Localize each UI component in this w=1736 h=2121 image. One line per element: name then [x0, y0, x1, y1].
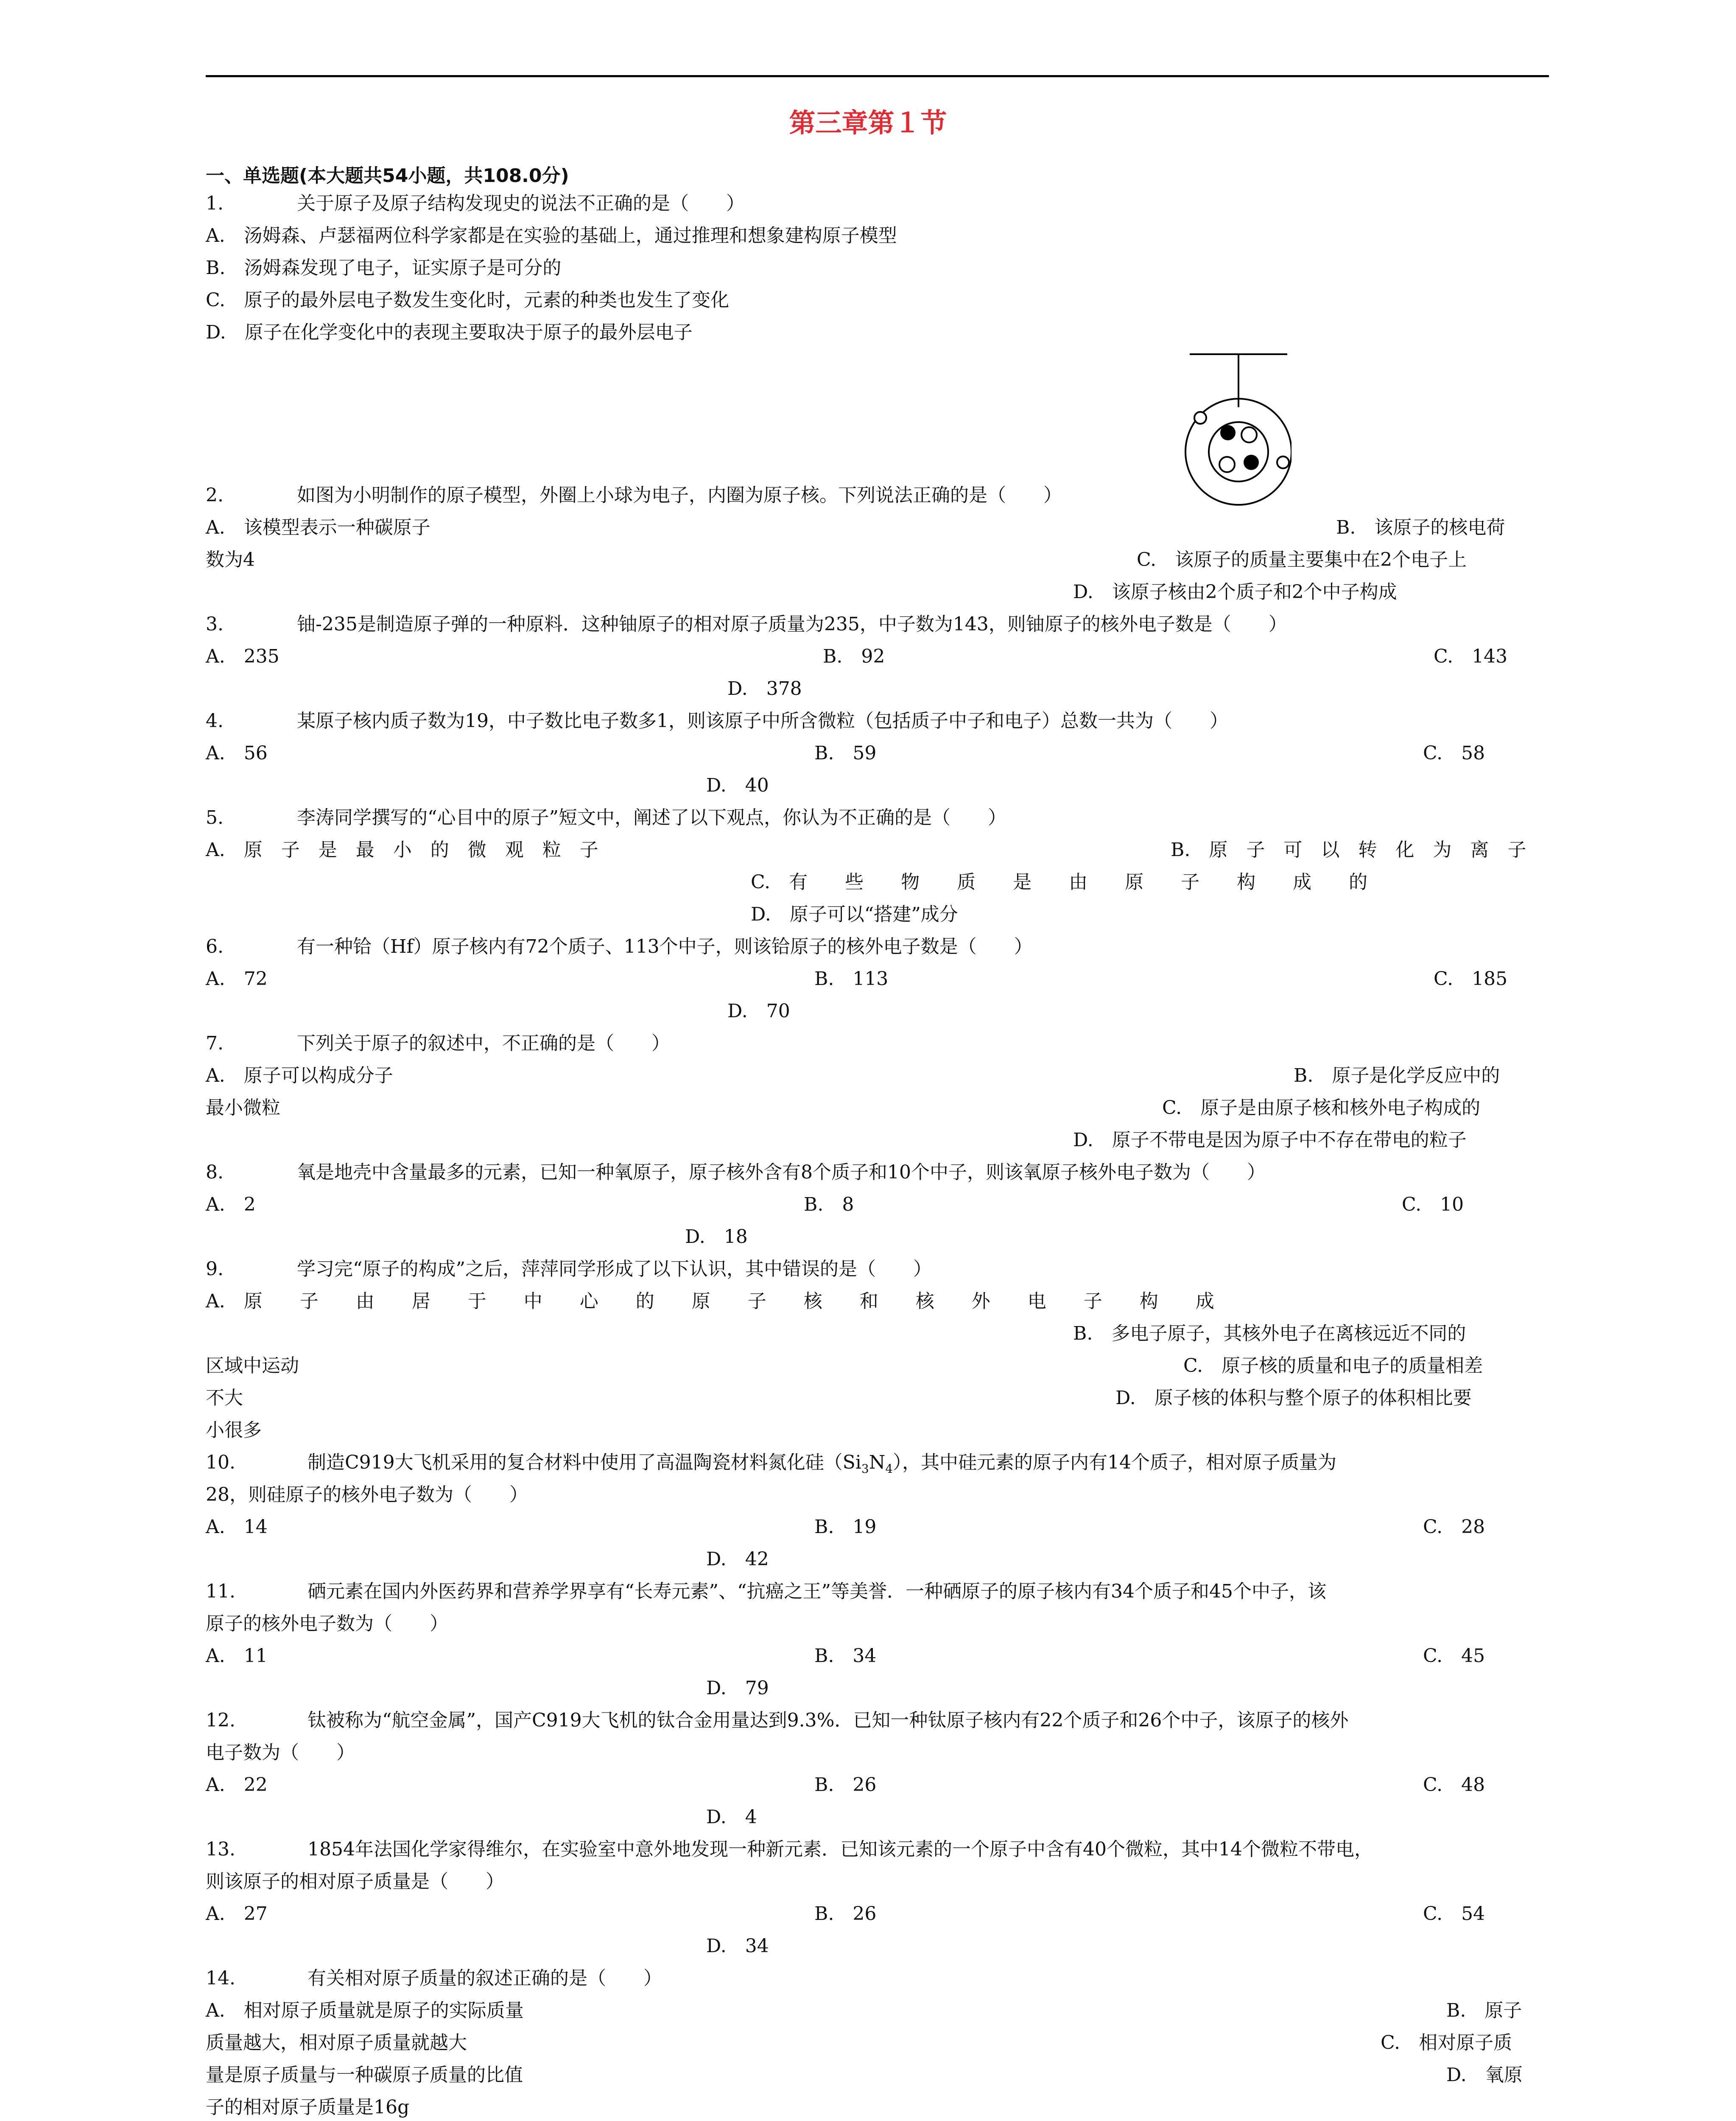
q10-stem-cont: 28，则硅原子的核外电子数为（ ）: [206, 1484, 528, 1505]
q6-option-b: B. 113: [814, 968, 889, 990]
q10-subscript-4: 4: [885, 1461, 893, 1476]
q4-option-c: C. 58: [1423, 742, 1485, 764]
q5-option-c: C. 有 些 物 质 是 由 原 子 构 成 的: [751, 871, 1368, 893]
q13-option-b: B. 26: [814, 1903, 877, 1925]
q6-option-a: A. 72: [206, 968, 268, 990]
q10-subscript-3: 3: [861, 1461, 869, 1476]
q14-option-b: B. 原子: [1446, 2000, 1522, 2021]
q10-option-c: C. 28: [1423, 1516, 1485, 1538]
q10-number: 10.: [206, 1452, 235, 1473]
atom-model-figure: [1181, 348, 1292, 513]
q5-option-a: A. 原 子 是 最 小 的 微 观 粒 子: [206, 839, 598, 861]
q10-option-a: A. 14: [206, 1516, 268, 1538]
q3-stem: 铀-235是制造原子弹的一种原料．这种铀原子的相对原子质量为235，中子数为143，则铀原子的核外电子数是（ ）: [297, 613, 1287, 635]
q7-option-a: A. 原子可以构成分子: [206, 1065, 393, 1086]
q9-option-b-cont: 区域中运动: [206, 1355, 299, 1377]
q3-option-c: C. 143: [1434, 646, 1508, 667]
q3-option-a: A. 235: [206, 646, 280, 667]
q1-option-a: A. 汤姆森、卢瑟福两位科学家都是在实验的基础上，通过推理和想象建构原子模型: [206, 225, 897, 246]
q1-stem: 关于原子及原子结构发现史的说法不正确的是（ ）: [297, 193, 745, 214]
q11-stem-cont: 原子的核外电子数为（ ）: [206, 1613, 448, 1634]
q12-option-d: D. 4: [706, 1806, 757, 1828]
q5-number: 5.: [206, 807, 224, 828]
q1-option-c: C. 原子的最外层电子数发生变化时，元素的种类也发生了变化: [206, 289, 730, 311]
q11-stem: 硒元素在国内外医药界和营养学界享有“长寿元素”、“抗癌之王”等美誉．一种硒原子的原子核内有34个质子和45个中子，该: [308, 1581, 1326, 1602]
q9-option-c: C. 原子核的质量和电子的质量相差: [1183, 1355, 1483, 1377]
q9-number: 9.: [206, 1258, 224, 1280]
q9-option-a: A. 原 子 由 居 于 中 心 的 原 子 核 和 核 外 电 子 构 成: [206, 1290, 1214, 1312]
q11-number: 11.: [206, 1581, 235, 1602]
header-rule: [206, 75, 1549, 77]
q9-stem: 学习完“原子的构成”之后，萍萍同学形成了以下认识，其中错误的是（ ）: [297, 1258, 932, 1280]
q3-option-d: D. 378: [727, 678, 802, 700]
q3-number: 3.: [206, 613, 224, 635]
q4-option-a: A. 56: [206, 742, 268, 764]
q12-number: 12.: [206, 1710, 235, 1731]
q2-option-c: C. 该原子的质量主要集中在2个电子上: [1137, 549, 1467, 571]
q5-option-d: D. 原子可以“搭建”成分: [751, 904, 958, 925]
q2-option-a: A. 该模型表示一种碳原子: [206, 517, 431, 538]
q12-option-b: B. 26: [814, 1774, 877, 1796]
q10-stem: 制造C919大飞机采用的复合材料中使用了高温陶瓷材料氮化硅$(Si_3N_4)$，其中硅元素的原子内有14个质子，相对原子质量为: [308, 1452, 1337, 1476]
q13-option-a: A. 27: [206, 1903, 268, 1925]
q2-number: 2.: [206, 484, 224, 506]
q6-stem: 有一种铪（Hf）原子核内有72个质子、113个中子，则该铪原子的核外电子数是（ ）: [297, 936, 1033, 957]
q8-number: 8.: [206, 1161, 224, 1183]
q9-option-b: B. 多电子原子，其核外电子在离核远近不同的: [1073, 1323, 1466, 1344]
q14-option-c-cont: 量是原子质量与一种碳原子质量的比值: [206, 2064, 523, 2086]
q11-option-a: A. 11: [206, 1645, 268, 1667]
q12-option-a: A. 22: [206, 1774, 268, 1796]
q6-number: 6.: [206, 936, 224, 957]
q2-stem: 如图为小明制作的原子模型，外圈上小球为电子，内圈为原子核。下列说法正确的是（ ）: [297, 484, 1062, 506]
q12-option-c: C. 48: [1423, 1774, 1485, 1796]
q7-option-d: D. 原子不带电是因为原子中不存在带电的粒子: [1073, 1129, 1467, 1151]
q11-option-c: C. 45: [1423, 1645, 1485, 1667]
q2-option-b-cont: 数为4: [206, 549, 255, 571]
q8-stem: 氧是地壳中含量最多的元素，已知一种氧原子，原子核外含有8个质子和10个中子，则该氧原子核外电子数为（ ）: [297, 1161, 1266, 1183]
q10-option-b: B. 19: [814, 1516, 877, 1538]
section-heading: 一、单选题(本大题共54小题，共108.0分): [206, 165, 569, 187]
q14-option-a: A. 相对原子质量就是原子的实际质量: [206, 2000, 524, 2021]
q6-option-c: C. 185: [1434, 968, 1508, 990]
q9-option-d: D. 原子核的体积与整个原子的体积相比要: [1115, 1387, 1472, 1409]
q2-option-d: D. 该原子核由2个质子和2个中子构成: [1073, 581, 1397, 603]
q14-option-c: C. 相对原子质: [1381, 2032, 1512, 2054]
q5-option-b: B. 原 子 可 以 转 化 为 离 子: [1171, 839, 1526, 861]
q8-option-c: C. 10: [1402, 1194, 1464, 1215]
q2-option-b: B. 该原子的核电荷: [1336, 517, 1505, 538]
q7-option-c: C. 原子是由原子核和核外电子构成的: [1162, 1097, 1481, 1119]
q4-number: 4.: [206, 710, 224, 732]
q14-option-d: D. 氧原: [1446, 2064, 1523, 2086]
q1-number: 1.: [206, 193, 224, 214]
q13-option-c: C. 54: [1423, 1903, 1485, 1925]
q14-option-d-cont: 子的相对原子质量是16g: [206, 2096, 410, 2118]
q14-option-b-cont: 质量越大，相对原子质量就越大: [206, 2032, 467, 2054]
q6-option-d: D. 70: [727, 1000, 790, 1022]
q7-stem: 下列关于原子的叙述中，不正确的是（ ）: [297, 1033, 670, 1054]
q12-stem: 钛被称为“航空金属”，国产C919大飞机的钛合金用量达到9.3%．已知一种钛原子核内有22个质子和26个中子，该原子的核外: [308, 1710, 1349, 1731]
q8-option-a: A. 2: [206, 1194, 256, 1215]
q1-option-b: B. 汤姆森发现了电子，证实原子是可分的: [206, 257, 562, 279]
q7-number: 7.: [206, 1033, 224, 1054]
q5-stem: 李涛同学撰写的“心目中的原子”短文中，阐述了以下观点，你认为不正确的是（ ）: [297, 807, 1006, 828]
q4-option-d: D. 40: [706, 775, 769, 796]
q13-number: 13.: [206, 1838, 235, 1860]
q7-option-b-cont: 最小微粒: [206, 1097, 280, 1119]
q11-option-d: D. 79: [706, 1677, 769, 1699]
q13-stem-cont: 则该原子的相对原子质量是（ ）: [206, 1871, 504, 1892]
q9-option-d-cont: 小很多: [206, 1419, 262, 1441]
q8-option-d: D. 18: [685, 1226, 748, 1248]
q14-stem: 有关相对原子质量的叙述正确的是（ ）: [308, 1967, 662, 1989]
q11-option-b: B. 34: [814, 1645, 877, 1667]
q13-stem: 1854年法国化学家得维尔，在实验室中意外地发现一种新元素．已知该元素的一个原子中含有40个微粒，其中14个微粒不带电，: [308, 1838, 1373, 1860]
q12-stem-cont: 电子数为（ ）: [206, 1742, 355, 1763]
q1-option-d: D. 原子在化学变化中的表现主要取决于原子的最外层电子: [206, 322, 693, 343]
q14-number: 14.: [206, 1967, 235, 1989]
q8-option-b: B. 8: [804, 1194, 854, 1215]
q7-option-b: B. 原子是化学反应中的: [1294, 1065, 1500, 1086]
q3-option-b: B. 92: [823, 646, 885, 667]
q4-stem: 某原子核内质子数为19，中子数比电子数多1，则该原子中所含微粒（包括质子中子和电子）总数一共为（ ）: [297, 710, 1228, 732]
page-title: 第三章第１节: [789, 107, 947, 138]
q4-option-b: B. 59: [814, 742, 877, 764]
q10-option-d: D. 42: [706, 1548, 769, 1570]
q13-option-d: D. 34: [706, 1935, 769, 1957]
q9-option-c-cont: 不大: [206, 1387, 243, 1409]
